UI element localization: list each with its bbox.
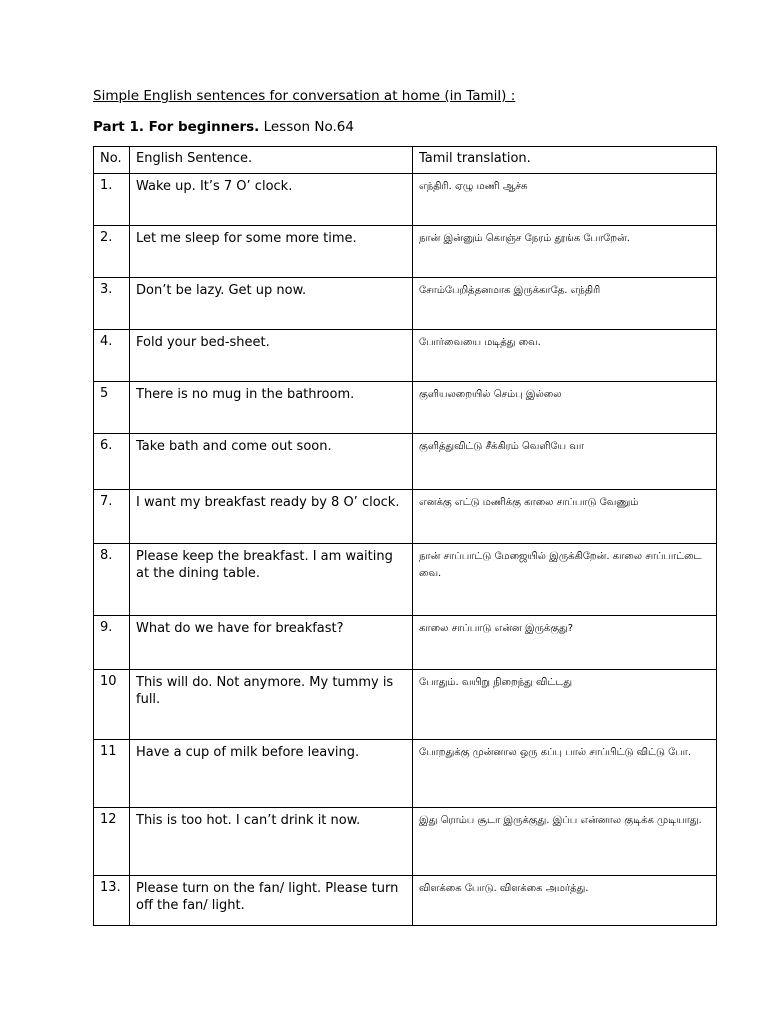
header-tamil: Tamil translation. bbox=[413, 147, 717, 174]
row-number: 9. bbox=[94, 616, 130, 670]
english-sentence: Wake up. It’s 7 O’ clock. bbox=[130, 174, 413, 226]
english-sentence: I want my breakfast ready by 8 O’ clock. bbox=[130, 490, 413, 544]
english-sentence: Please keep the breakfast. I am waiting at the dining table. bbox=[130, 544, 413, 616]
table-row bbox=[94, 278, 717, 330]
table-row bbox=[94, 174, 717, 226]
table-row bbox=[94, 330, 717, 382]
tamil-translation: போர்வையை மடித்து வை. bbox=[413, 330, 717, 382]
tamil-translation: இது ரொம்ப சூடா இருக்குது. இப்ப என்னால குடிக்க முடியாது. bbox=[413, 808, 717, 876]
english-sentence: This will do. Not anymore. My tummy is full. bbox=[130, 670, 413, 740]
tamil-translation: எனக்கு எட்டு மணிக்கு காலை சாப்பாடு வேணும் bbox=[413, 490, 717, 544]
row-number: 10 bbox=[94, 670, 130, 740]
tamil-translation: சோம்பேறித்தனமாக இருக்காதே. எந்திரி bbox=[413, 278, 717, 330]
table-row bbox=[94, 490, 717, 544]
tamil-translation: போறதுக்கு முன்னால ஒரு கப்பு பால் சாப்பிட்டு விட்டு போ. bbox=[413, 740, 717, 808]
row-number: 11 bbox=[94, 740, 130, 808]
tamil-translation: நான் சாப்பாட்டு மேஜையில் இருக்கிறேன். காலை சாப்பாட்டை வை. bbox=[413, 544, 717, 616]
table-row bbox=[94, 808, 717, 876]
table-row bbox=[94, 544, 717, 616]
tamil-translation: போதும். வயிறு நிறைந்து விட்டது bbox=[413, 670, 717, 740]
tamil-translation: விளக்கை போடு. விளக்கை அமர்த்து. bbox=[413, 876, 717, 926]
header-english: English Sentence. bbox=[130, 147, 413, 174]
row-number: 12 bbox=[94, 808, 130, 876]
english-sentence: Fold your bed-sheet. bbox=[130, 330, 413, 382]
row-number: 2. bbox=[94, 226, 130, 278]
lesson-number: Lesson No.64 bbox=[263, 119, 354, 135]
tamil-translation: நான் இன்னும் கொஞ்ச நேரம் தூங்க போறேன். bbox=[413, 226, 717, 278]
english-sentence: Take bath and come out soon. bbox=[130, 434, 413, 490]
table-row bbox=[94, 876, 717, 926]
table-row bbox=[94, 616, 717, 670]
row-number: 5 bbox=[94, 382, 130, 434]
tamil-translation: குளியலறையில் செம்பு இல்லை bbox=[413, 382, 717, 434]
header-no: No. bbox=[94, 147, 130, 174]
english-sentence: What do we have for breakfast? bbox=[130, 616, 413, 670]
part-label: Part 1. For beginners. bbox=[93, 119, 260, 135]
english-sentence: Don’t be lazy. Get up now. bbox=[130, 278, 413, 330]
english-sentence: Have a cup of milk before leaving. bbox=[130, 740, 413, 808]
tamil-translation: காலை சாப்பாடு என்ன இருக்குது? bbox=[413, 616, 717, 670]
table-row bbox=[94, 670, 717, 740]
tamil-translation: எந்திரி. ஏழு மணி ஆச்சு bbox=[413, 174, 717, 226]
table-row bbox=[94, 382, 717, 434]
part-heading bbox=[93, 119, 354, 135]
table-row bbox=[94, 226, 717, 278]
row-number: 7. bbox=[94, 490, 130, 544]
row-number: 1. bbox=[94, 174, 130, 226]
row-number: 3. bbox=[94, 278, 130, 330]
table-row bbox=[94, 434, 717, 490]
table-header-row bbox=[94, 147, 717, 174]
tamil-translation: குளித்துவிட்டு சீக்கிரம் வெளியே வா bbox=[413, 434, 717, 490]
english-sentence: There is no mug in the bathroom. bbox=[130, 382, 413, 434]
document-title: Simple English sentences for conversation at home (in Tamil) : bbox=[93, 88, 516, 104]
row-number: 6. bbox=[94, 434, 130, 490]
english-sentence: Let me sleep for some more time. bbox=[130, 226, 413, 278]
row-number: 4. bbox=[94, 330, 130, 382]
english-sentence: This is too hot. I can’t drink it now. bbox=[130, 808, 413, 876]
english-sentence: Please turn on the fan/ light. Please turn off the fan/ light. bbox=[130, 876, 413, 926]
table-row bbox=[94, 740, 717, 808]
row-number: 8. bbox=[94, 544, 130, 616]
lesson-table bbox=[93, 146, 717, 926]
row-number: 13. bbox=[94, 876, 130, 926]
